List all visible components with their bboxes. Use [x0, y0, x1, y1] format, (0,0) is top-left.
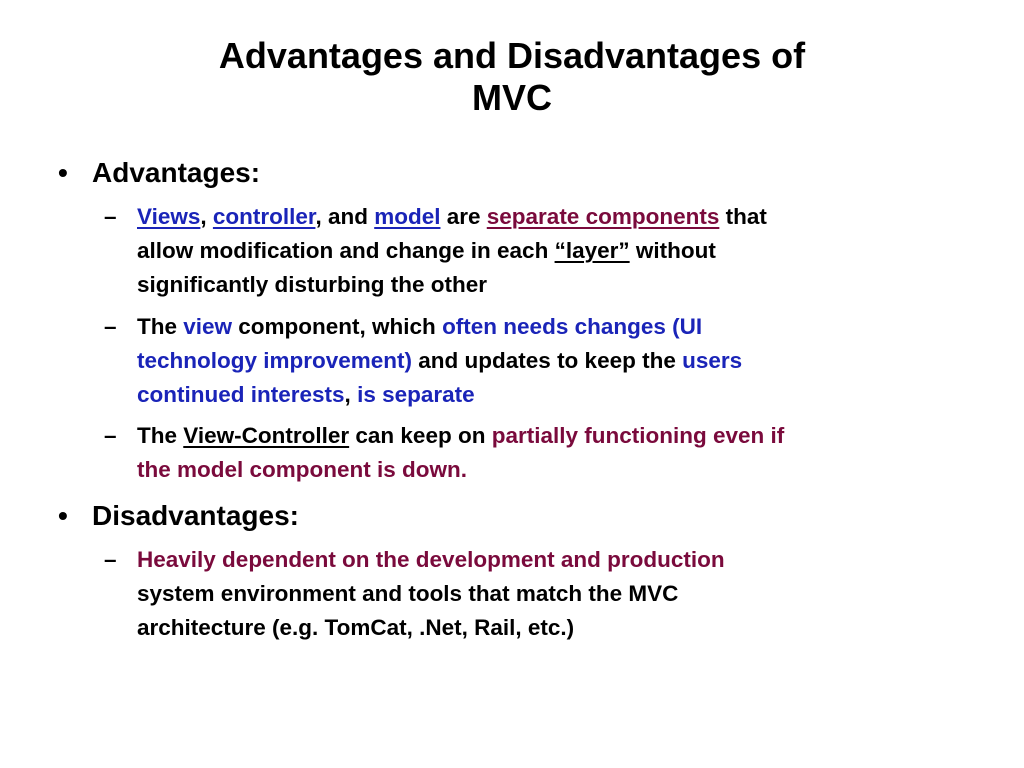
- disadvantage-item-1-body: [137, 543, 967, 645]
- highlight-text: continued interests: [137, 382, 345, 407]
- text-span: without: [629, 238, 716, 263]
- text-span: The: [137, 423, 184, 448]
- layer-term: “layer”: [554, 238, 630, 263]
- dash-icon: –: [104, 423, 117, 448]
- slide-title: [140, 35, 884, 119]
- advantage-item-1-body: [137, 200, 967, 302]
- text-span: significantly disturbing the other: [137, 272, 488, 297]
- highlight-text: is separate: [357, 382, 475, 407]
- bullet-icon: •: [58, 500, 68, 531]
- text-span: can keep on: [349, 423, 492, 448]
- text-span: allow modification and change in each: [137, 238, 555, 263]
- text-line: [137, 200, 967, 234]
- view-controller-term: View-Controller: [183, 423, 350, 448]
- text-line: [137, 234, 967, 268]
- highlight-text: technology improvement): [137, 348, 413, 373]
- text-line: [137, 268, 967, 302]
- text-line: [137, 378, 967, 412]
- dash-icon: –: [104, 204, 117, 229]
- dash-icon: –: [104, 547, 117, 572]
- text-span: and updates to keep the: [412, 348, 683, 373]
- advantage-item-3-body: [137, 419, 967, 487]
- controller-term: controller: [212, 204, 316, 229]
- text-span: component, which: [232, 314, 443, 339]
- advantage-item-2-body: [137, 310, 967, 412]
- disadvantages-heading-text: Disadvantages:: [92, 500, 299, 531]
- text-line: [137, 611, 967, 645]
- text-span: that: [719, 204, 767, 229]
- text-line: [137, 453, 967, 487]
- highlight-text: Heavily dependent on the development and production: [137, 547, 725, 572]
- highlight-text: partially functioning even if: [491, 423, 785, 448]
- text-span: are: [440, 204, 487, 229]
- text-span: ,: [344, 382, 358, 407]
- advantages-heading-text: Advantages:: [92, 157, 261, 188]
- text-line: [137, 577, 967, 611]
- highlight-text: users: [682, 348, 743, 373]
- text-span: architecture (e.g. TomCat, .Net, Rail, etc.): [137, 615, 575, 640]
- text-span: ,: [200, 204, 213, 229]
- dash-icon: –: [104, 314, 117, 339]
- text-line: [137, 310, 967, 344]
- text-line: [137, 344, 967, 378]
- text-span: system environment and tools that match the MVC: [137, 581, 679, 606]
- view-term: view: [183, 314, 233, 339]
- model-term: model: [374, 204, 441, 229]
- highlight-text: often needs changes (UI: [442, 314, 703, 339]
- separate-components-term: separate components: [486, 204, 720, 229]
- text-span: , and: [315, 204, 375, 229]
- views-term: Views: [137, 204, 201, 229]
- slide-title-line-2: MVC: [472, 77, 552, 118]
- bullet-icon: •: [58, 157, 68, 188]
- text-line: [137, 543, 967, 577]
- highlight-text: the model component is down.: [137, 457, 468, 482]
- text-span: The: [137, 314, 184, 339]
- slide-title-line-1: Advantages and Disadvantages of: [218, 35, 806, 76]
- text-line: [137, 419, 967, 453]
